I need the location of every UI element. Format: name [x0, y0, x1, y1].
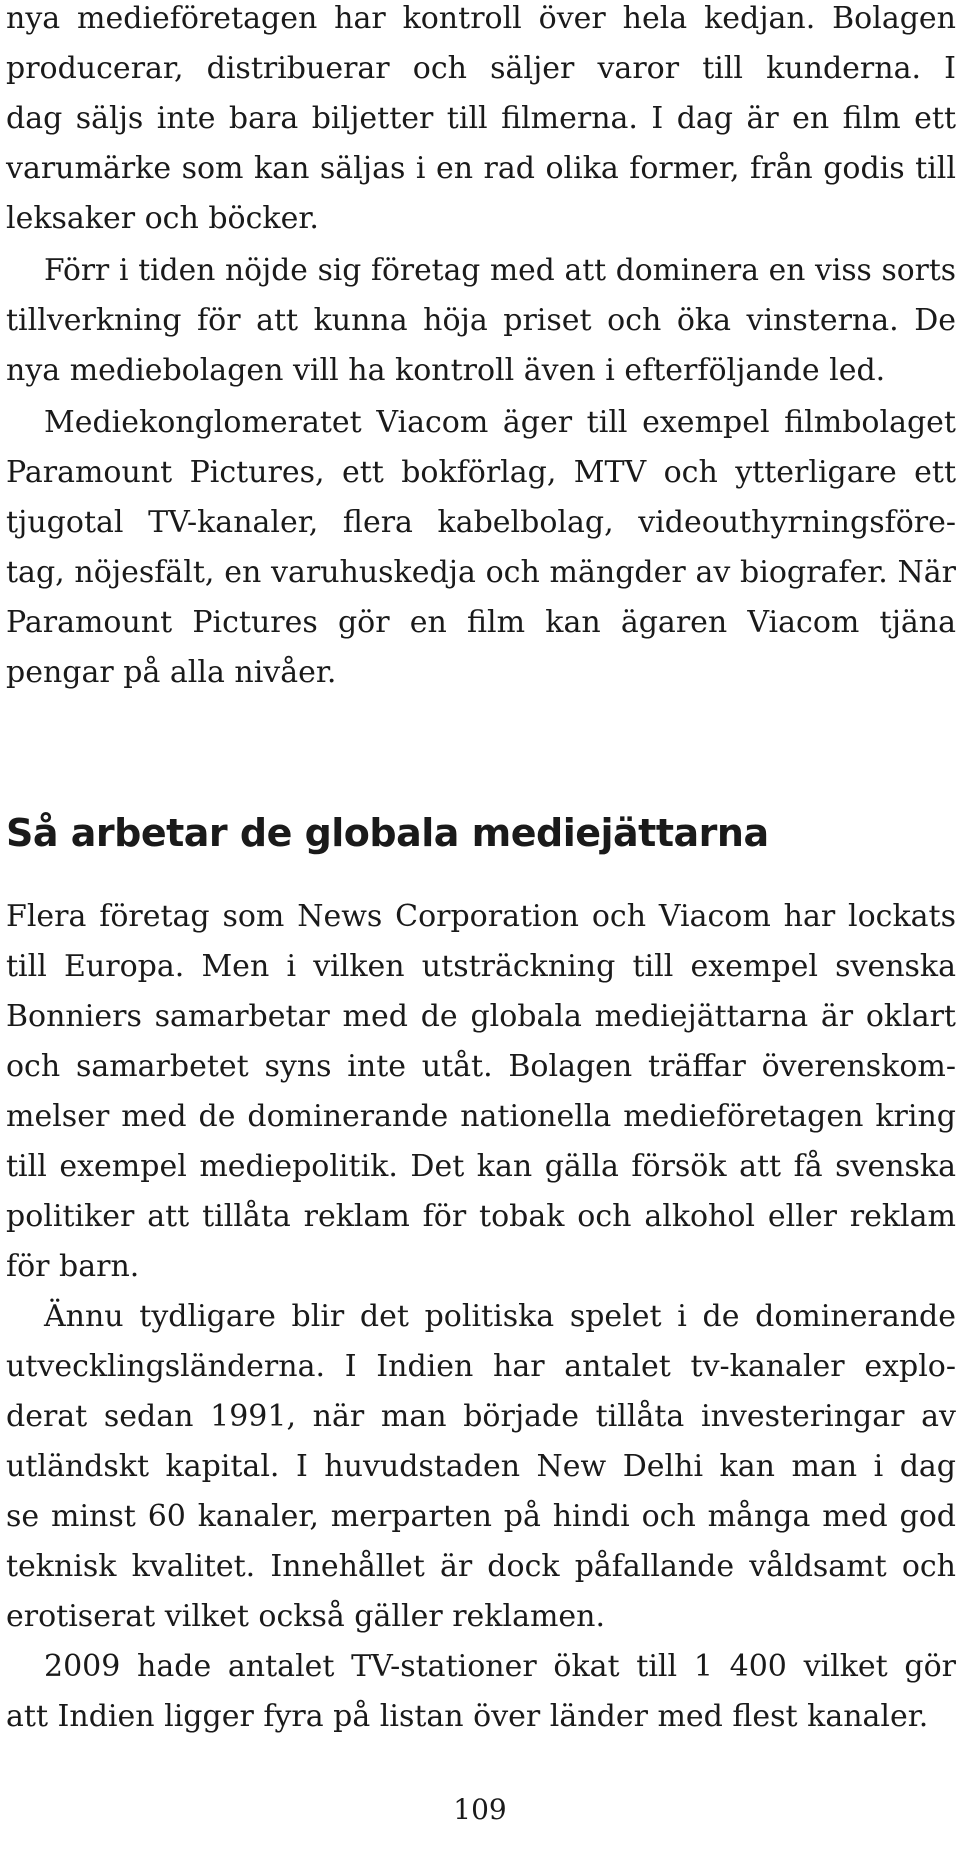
text-line: 2009 hade antalet TV-stationer ökat till 1 400 vilket gör — [44, 1649, 956, 1684]
text-line: Flera företag som News Corporation och Viacom har lockats — [6, 899, 956, 934]
text-line: se minst 60 kanaler, merparten på hindi och många med god — [6, 1499, 956, 1534]
text-line: att Indien ligger fyra på listan över länder med flest kanaler. — [6, 1699, 929, 1734]
text-line: och samarbetet syns inte utåt. Bolagen träffar överenskom- — [6, 1049, 956, 1084]
text-line: varumärke som kan säljas i en rad olika former, från godis till — [6, 151, 956, 186]
text-line: dag säljs inte bara biljetter till filmerna. I dag är en film ett — [6, 101, 956, 136]
text-line: till exempel mediepolitik. Det kan gälla försök att få svenska — [6, 1149, 956, 1184]
text-line: Paramount Pictures gör en film kan ägaren Viacom tjäna — [6, 605, 956, 640]
text-line: melser med de dominerande nationella medieföretagen kring — [6, 1099, 956, 1134]
section-heading: Så arbetar de globala mediejättarna — [6, 811, 769, 855]
text-line: Ännu tydligare blir det politiska spelet i de dominerande — [44, 1299, 956, 1334]
text-line: derat sedan 1991, när man började tillåta investeringar av — [6, 1399, 956, 1434]
paragraph-5 — [6, 1292, 956, 1642]
paragraph-1 — [6, 0, 956, 244]
text-line: tjugotal TV-kanaler, flera kabelbolag, videouthyrningsföre- — [6, 505, 956, 540]
text-line: nya mediebolagen vill ha kontroll även i efterföljande led. — [6, 353, 886, 388]
text-line: producerar, distribuerar och säljer varor till kunderna. I — [6, 51, 956, 86]
text-line: för barn. — [6, 1249, 140, 1284]
text-line: pengar på alla nivåer. — [6, 655, 337, 690]
text-line: leksaker och böcker. — [6, 201, 319, 236]
paragraph-2 — [6, 246, 956, 396]
text-line: utländskt kapital. I huvudstaden New Delhi kan man i dag — [6, 1449, 956, 1484]
paragraph-4 — [6, 892, 956, 1292]
text-line: nya medieföretagen har kontroll över hela kedjan. Bolagen — [6, 1, 956, 36]
text-line: Förr i tiden nöjde sig företag med att dominera en viss sorts — [44, 253, 956, 288]
text-line: Bonniers samarbetar med de globala mediejättarna är oklart — [6, 999, 956, 1034]
paragraph-3 — [6, 398, 956, 698]
text-line: erotiserat vilket också gäller reklamen. — [6, 1599, 606, 1634]
page-number: 109 — [453, 1793, 507, 1826]
text-line: Mediekonglomeratet Viacom äger till exempel filmbolaget — [44, 405, 956, 440]
text-line: Paramount Pictures, ett bokförlag, MTV och ytterligare ett — [6, 455, 956, 490]
paragraph-6 — [6, 1642, 956, 1742]
text-line: till Europa. Men i vilken utsträckning till exempel svenska — [6, 949, 956, 984]
text-line: tillverkning för att kunna höja priset och öka vinsterna. De — [6, 303, 956, 338]
text-line: teknisk kvalitet. Innehållet är dock påfallande våldsamt och — [6, 1549, 956, 1584]
text-line: utvecklingsländerna. I Indien har antalet tv-kanaler explo- — [6, 1349, 956, 1384]
text-line: politiker att tillåta reklam för tobak och alkohol eller reklam — [6, 1199, 956, 1234]
text-line: tag, nöjesfält, en varuhuskedja och mängder av biografer. När — [6, 555, 956, 590]
